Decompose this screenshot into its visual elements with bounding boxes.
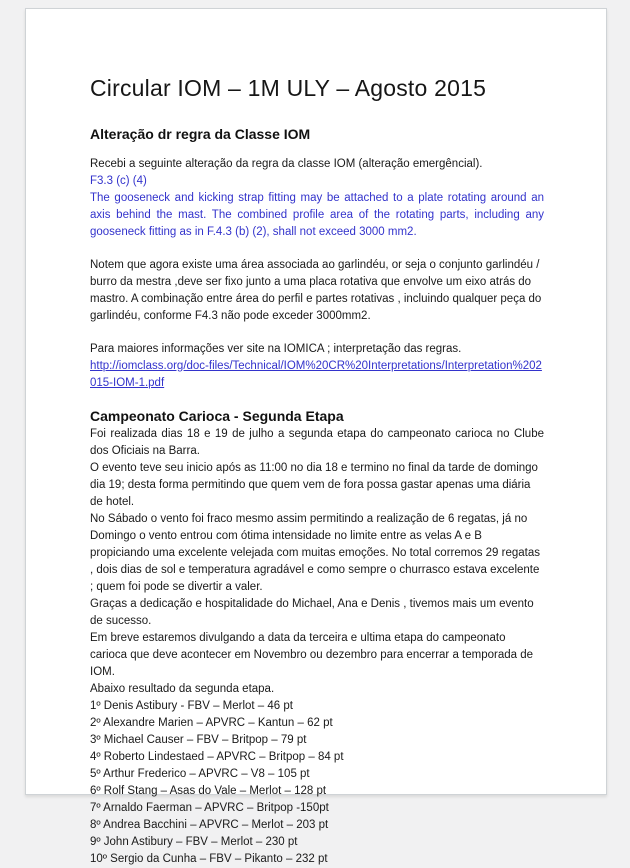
rule-quote-text: The gooseneck and kicking strap fitting may be attached to a plate rotating around an axis behind the mast. The combined profile area of the rotating parts, including any gooseneck fitting as in F.4.3 (b) (2), shall not exceed 3000 mm2. [90,192,544,238]
paragraph-event-dates: Foi realizada dias 18 e 19 de julho a segunda etapa do campeonato carioca no Clube dos Oficiais na Barra. [90,428,544,457]
rule-reference: F3.3 (c) (4) [90,175,147,187]
result-item: 4º Roberto Lindestaed – APVRC – Britpop – 84 pt [90,751,344,763]
document-title: Circular IOM – 1M ULY – Agosto 2015 [90,75,487,101]
result-item: 2º Alexandre Marien – APVRC – Kantun – 62 pt [90,717,333,729]
paragraph-event-conditions: No Sábado o vento foi fraco mesmo assim permitindo a realização de 6 regatas, já no Domingo o vento entrou com ótima intensidade no limite entre as velas A e B propiciando uma excelente velejada com muitas emoções. No total corremos 29 regatas , dois dias de sol e temperatura agradável e como sempre o churrasco estava excelente ; quem foi pode se divertir a valer. [90,513,541,593]
section-heading-campeonato: Campeonato Carioca - Segunda Etapa [90,408,344,424]
result-item: 10º Sergio da Cunha – FBV – Pikanto – 232 pt [90,853,328,865]
result-item: 7º Arnaldo Faerman – APVRC – Britpop -150pt [90,802,329,814]
iomica-interpretation-link[interactable]: http://iomclass.org/doc-files/Technical/IOM%20CR%20Interpretations/Interpretation%202015-IOM-1.pdf [90,360,542,389]
result-item: 6º Rolf Stang – Asas do Vale – Merlot – 128 pt [90,785,327,797]
result-item: 1º Denis Astibury - FBV – Merlot – 46 pt [90,700,293,712]
document-page [25,8,607,865]
paragraph-intro: Recebi a seguinte alteração da regra da classe IOM (alteração emergêncial). [90,158,483,170]
result-item: 5º Arthur Frederico – APVRC – V8 – 105 pt [90,768,310,780]
section-heading-rule-change: Alteração dr regra da Classe IOM [90,126,311,142]
paragraph-results-intro: Abaixo resultado da segunda etapa. [90,683,275,695]
paragraph-next-stage: Em breve estaremos divulgando a data da terceira e ultima etapa do campeonato carioca que deve acontecer em Novembro ou dezembro para encerrar a temporada de IOM. [90,632,533,678]
result-item: 9º John Astibury – FBV – Merlot – 230 pt [90,836,298,848]
results-list [90,698,544,868]
paragraph-thanks: Graças a dedicação e hospitalidade do Michael, Ana e Denis , tivemos mais um evento de sucesso. [90,598,534,627]
result-item: 3º Michael Causer – FBV – Britpop – 79 pt [90,734,307,746]
result-item: 8º Andrea Bacchini – APVRC – Merlot – 203 pt [90,819,329,831]
paragraph-note: Notem que agora existe uma área associada ao garlindéu, or seja o conjunto garlindéu / burro da mestra ,deve ser fixo junto a uma placa rotativa que envolve um eixo atrás do mastro. A combinação entre área do perfil e partes rotativas , incluindo qualquer peça do garlindéu, conforme F4.3 não pode exceder 3000mm2. [90,259,542,322]
paragraph-more-info: Para maiores informações ver site na IOMICA ; interpretação das regras. [90,343,462,355]
paragraph-event-schedule: O evento teve seu inicio após as 11:00 no dia 18 e termino no final da tarde de domingo dia 19; desta forma permitindo que quem vem de fora possa gastar apenas uma diária de hotel. [90,462,538,508]
